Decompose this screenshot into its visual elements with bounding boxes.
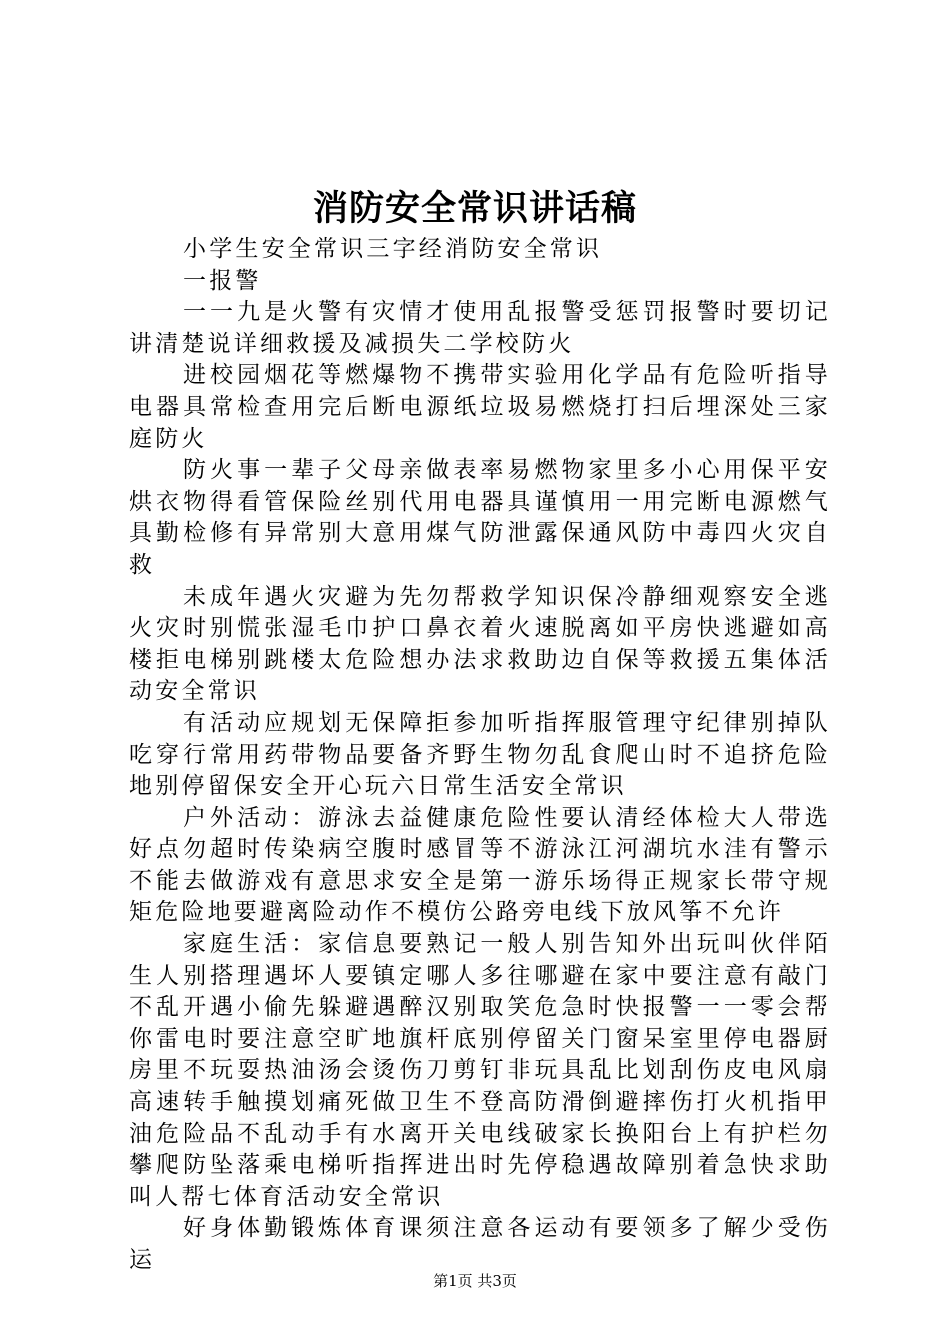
paragraph-group-activity: 有活动应规划无保障拒参加听指挥服管理守纪律别掉队吃穿行常用药带物品要备齐野生物勿乱食爬山时不追挤危险地别停留保安全开心玩六日常生活安全常识 [129, 709, 831, 800]
paragraph-sports: 好身体勤锻炼体育课须注意各运动有要领多了解少受伤运 [129, 1215, 831, 1273]
paragraph-section-alarm: 一报警 [183, 267, 262, 294]
paragraph-home-fire: 防火事一辈子父母亲做表率易燃物家里多小心用保平安烘衣物得看管保险丝别代用电器具谨慎用一用完断电源燃气具勤检修有异常别大意用煤气防泄露保通风防中毒四火灾自救 [129, 457, 831, 578]
paragraph-alarm: 一一九是火警有灾情才使用乱报警受惩罚报警时要切记讲清楚说详细救援及减损失二学校防火 [129, 299, 831, 357]
paragraph-subtitle: 小学生安全常识三字经消防安全常识 [183, 236, 603, 262]
page-number-footer: 第1页 共3页 [433, 1272, 517, 1290]
document-title: 消防安全常识讲话稿 [312, 188, 637, 229]
document-body [129, 234, 831, 1277]
paragraph-outdoor: 户外活动：游泳去益健康危险性要认清经体检大人带选好点勿超时传染病空腹时感冒等不游泳江河湖坑水洼有警示不能去做游戏有意思求安全是第一游乐场得正规家长带守规矩危险地要避离险动作不模仿公路旁电线下放风筝不允许 [129, 804, 831, 926]
paragraph-home-life: 家庭生活：家信息要熟记一般人别告知外出玩叫伙伴陌生人别搭理遇坏人要镇定哪人多往哪避在家中要注意有敲门不乱开遇小偷先躲避遇醉汉别取笑危急时快报警一一零会帮你雷电时要注意空旷地旗杆底别停留关门窗呆室里停电器厨房里不玩耍热油汤会烫伤刀剪钉非玩具乱比划刮伤皮电风扇高速转手触摸划痛死做卫生不登高防滑倒避摔伤打火机指甲油危险品不乱动手有水离开关电线破家长换阳台上有护栏勿攀爬防坠落乘电梯听指挥进出时先停稳遇故障别着急快求助叫人帮七体育活动安全常识 [129, 931, 831, 1210]
paragraph-school-fire: 进校园烟花等燃爆物不携带实验用化学品有危险听指导电器具常检查用完后断电源纸垃圾易燃烧打扫后埋深处三家庭防火 [129, 362, 831, 452]
paragraph-self-rescue: 未成年遇火灾避为先勿帮救学知识保冷静细观察安全逃火灾时别慌张湿毛巾护口鼻衣着火速脱离如平房快逃避如高楼拒电梯别跳楼太危险想办法求救助边自保等救援五集体活动安全常识 [129, 583, 831, 705]
